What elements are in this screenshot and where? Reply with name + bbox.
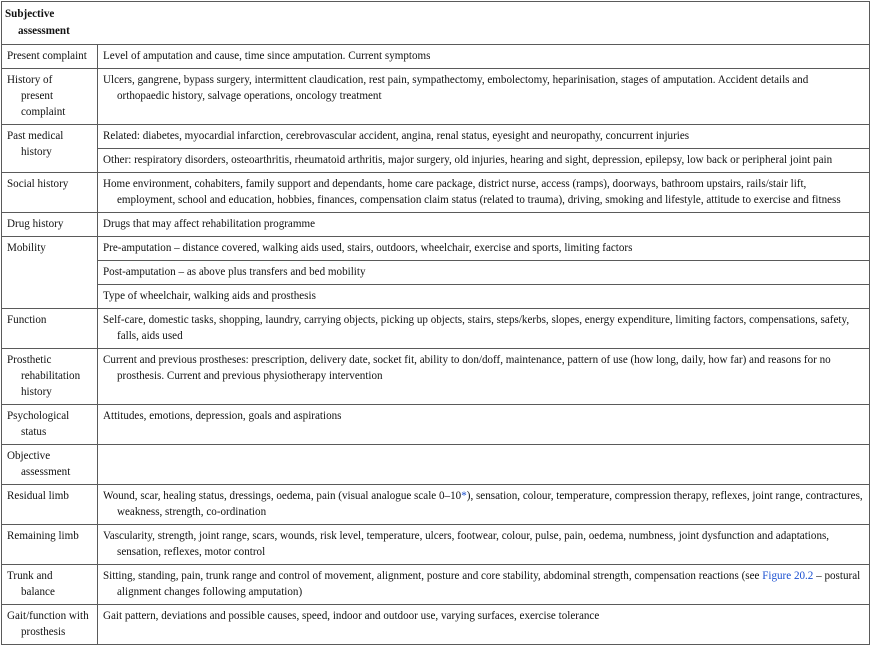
table-row [2, 213, 870, 237]
label-line: prosthesis [21, 626, 66, 638]
content-text: Ulcers, gangrene, bypass surgery, intermittent claudication, rest pain, sympathectomy, embolectomy, heparinisation, stages of amputation. Accident details and orthopaedic history, salvage operations, oncology treatment [103, 74, 809, 102]
label-text [7, 408, 94, 440]
table-row [2, 45, 870, 69]
subjective-assessment-header [2, 2, 870, 45]
row-label-social-history [2, 173, 98, 213]
row-content-mobility-post [98, 261, 870, 285]
label-line: assessment [21, 466, 71, 478]
header-line-2: assessment [18, 25, 70, 37]
content-text: Home environment, cohabiters, family support and dependants, home care package, district nurse, access (ramps), doorways, bathroom upstairs, rails/stair lift, employment, school and education, hobbies, finances, compensation claim status (related to trauma), driving, smoking and lifestyle, attitude to exercise and fitness [103, 178, 841, 206]
content-text: Attitudes, emotions, depression, goals and aspirations [103, 410, 342, 422]
row-label-gait-function [2, 605, 98, 645]
label-text [7, 128, 94, 160]
row-content-gait-function [98, 605, 870, 645]
table-row [2, 261, 870, 285]
label-line: rehabilitation [21, 370, 81, 382]
table-row [2, 445, 870, 485]
content-text-part: – postural alignment changes following amputation) [117, 570, 861, 598]
label-text [7, 72, 94, 120]
table-row [2, 285, 870, 309]
header-line-1: Subjective [5, 8, 55, 20]
row-label-residual-limb [2, 485, 98, 525]
row-label-mobility [2, 237, 98, 309]
row-label-past-medical-history [2, 125, 98, 173]
table-row [2, 237, 870, 261]
label-line: Prosthetic [7, 354, 52, 366]
row-label-trunk-balance [2, 565, 98, 605]
row-label-objective-assessment [2, 445, 98, 485]
label-line: complaint [21, 106, 66, 118]
content-text [103, 488, 863, 520]
row-content-prosthetic-rehab-history [98, 349, 870, 405]
row-content-psychological-status [98, 405, 870, 445]
content-text: Current and previous prostheses: prescription, delivery date, socket fit, ability to don/doff, maintenance, pattern of use (how long, daily, how far) and reasons for no prosthesis. Current and previous physiotherapy intervention [103, 354, 831, 382]
table-row [2, 525, 870, 565]
row-label-remaining-limb [2, 525, 98, 565]
label-text: Social history [7, 178, 69, 190]
content-text-part: ), sensation, colour, temperature, compression therapy, reflexes, joint range, contractures, weakness, strength, co-ordination [117, 490, 863, 518]
label-text: Remaining limb [7, 530, 79, 542]
content-text: Self-care, domestic tasks, shopping, laundry, carrying objects, picking up objects, stairs, steps/kerbs, slopes, energy expenditure, limiting factors, compensations, safety, falls, aids used [103, 314, 850, 342]
label-line: Objective [7, 450, 51, 462]
content-text: Type of wheelchair, walking aids and prosthesis [103, 290, 316, 302]
table-row [2, 485, 870, 525]
row-label-history-present-complaint [2, 69, 98, 125]
table-header-row [2, 2, 870, 45]
label-text [7, 448, 94, 480]
content-text-part: Wound, scar, healing status, dressings, oedema, pain (visual analogue scale 0–10 [103, 490, 462, 502]
label-line: history [21, 386, 52, 398]
row-content-remaining-limb [98, 525, 870, 565]
row-label-psychological-status [2, 405, 98, 445]
assessment-table [1, 1, 870, 645]
row-content-residual-limb [98, 485, 870, 525]
row-content-drug-history [98, 213, 870, 237]
table-row [2, 69, 870, 125]
row-content-objective-assessment [98, 445, 870, 485]
row-label-function [2, 309, 98, 349]
row-content-social-history [98, 173, 870, 213]
label-text: Present complaint [7, 50, 87, 62]
label-text: Mobility [7, 242, 46, 254]
label-text [7, 568, 94, 600]
label-text: Drug history [7, 218, 64, 230]
row-content-past-medical-other [98, 149, 870, 173]
label-line: History of [7, 74, 53, 86]
row-content-mobility-pre [98, 237, 870, 261]
label-text: Function [7, 314, 47, 326]
label-line: balance [21, 586, 55, 598]
table-row [2, 173, 870, 213]
content-text: Post-amputation – as above plus transfers and bed mobility [103, 266, 366, 278]
content-text: Level of amputation and cause, time since amputation. Current symptoms [103, 50, 431, 62]
row-label-prosthetic-rehab-history [2, 349, 98, 405]
content-text: Gait pattern, deviations and possible causes, speed, indoor and outdoor use, varying surfaces, exercise tolerance [103, 610, 600, 622]
row-label-present-complaint [2, 45, 98, 69]
table-row [2, 149, 870, 173]
table-row [2, 565, 870, 605]
label-text [7, 608, 94, 640]
figure-link[interactable]: Figure 20.2 [762, 570, 814, 582]
label-text: Residual limb [7, 490, 69, 502]
content-text: Drugs that may affect rehabilitation programme [103, 218, 316, 230]
table-row [2, 349, 870, 405]
row-content-function [98, 309, 870, 349]
row-content-present-complaint [98, 45, 870, 69]
label-line: Psychological [7, 410, 70, 422]
content-text [103, 568, 863, 600]
table-row [2, 309, 870, 349]
label-line: history [21, 146, 52, 158]
table-row [2, 125, 870, 149]
label-line: Gait/function with [7, 610, 89, 622]
content-text: Related: diabetes, myocardial infarction, cerebrovascular accident, angina, renal status, eyesight and neuropathy, concurrent injuries [103, 130, 690, 142]
table-row [2, 405, 870, 445]
label-line: status [21, 426, 47, 438]
row-content-mobility-type [98, 285, 870, 309]
content-text: Vascularity, strength, joint range, scars, wounds, risk level, temperature, ulcers, footwear, colour, pulse, pain, oedema, numbness, joint dysfunction and adaptations, sensation, reflexes, motor control [103, 530, 830, 558]
row-content-history-present-complaint [98, 69, 870, 125]
content-text: Pre-amputation – distance covered, walking aids used, stairs, outdoors, wheelchair, exercise and sports, limiting factors [103, 242, 633, 254]
label-line: Trunk and [7, 570, 53, 582]
label-line: Past medical [7, 130, 64, 142]
row-content-past-medical-related [98, 125, 870, 149]
table-row [2, 605, 870, 645]
footnote-reference[interactable]: * [461, 490, 467, 502]
content-text: Other: respiratory disorders, osteoarthritis, rheumatoid arthritis, major surgery, old injuries, hearing and sight, depression, epilepsy, low back or peripheral joint pain [103, 154, 833, 166]
label-text [7, 352, 94, 400]
row-content-trunk-balance [98, 565, 870, 605]
label-line: present [21, 90, 54, 102]
content-text-part: Sitting, standing, pain, trunk range and control of movement, alignment, posture and core stability, abdominal strength, compensation reactions (see [103, 570, 763, 582]
row-label-drug-history [2, 213, 98, 237]
